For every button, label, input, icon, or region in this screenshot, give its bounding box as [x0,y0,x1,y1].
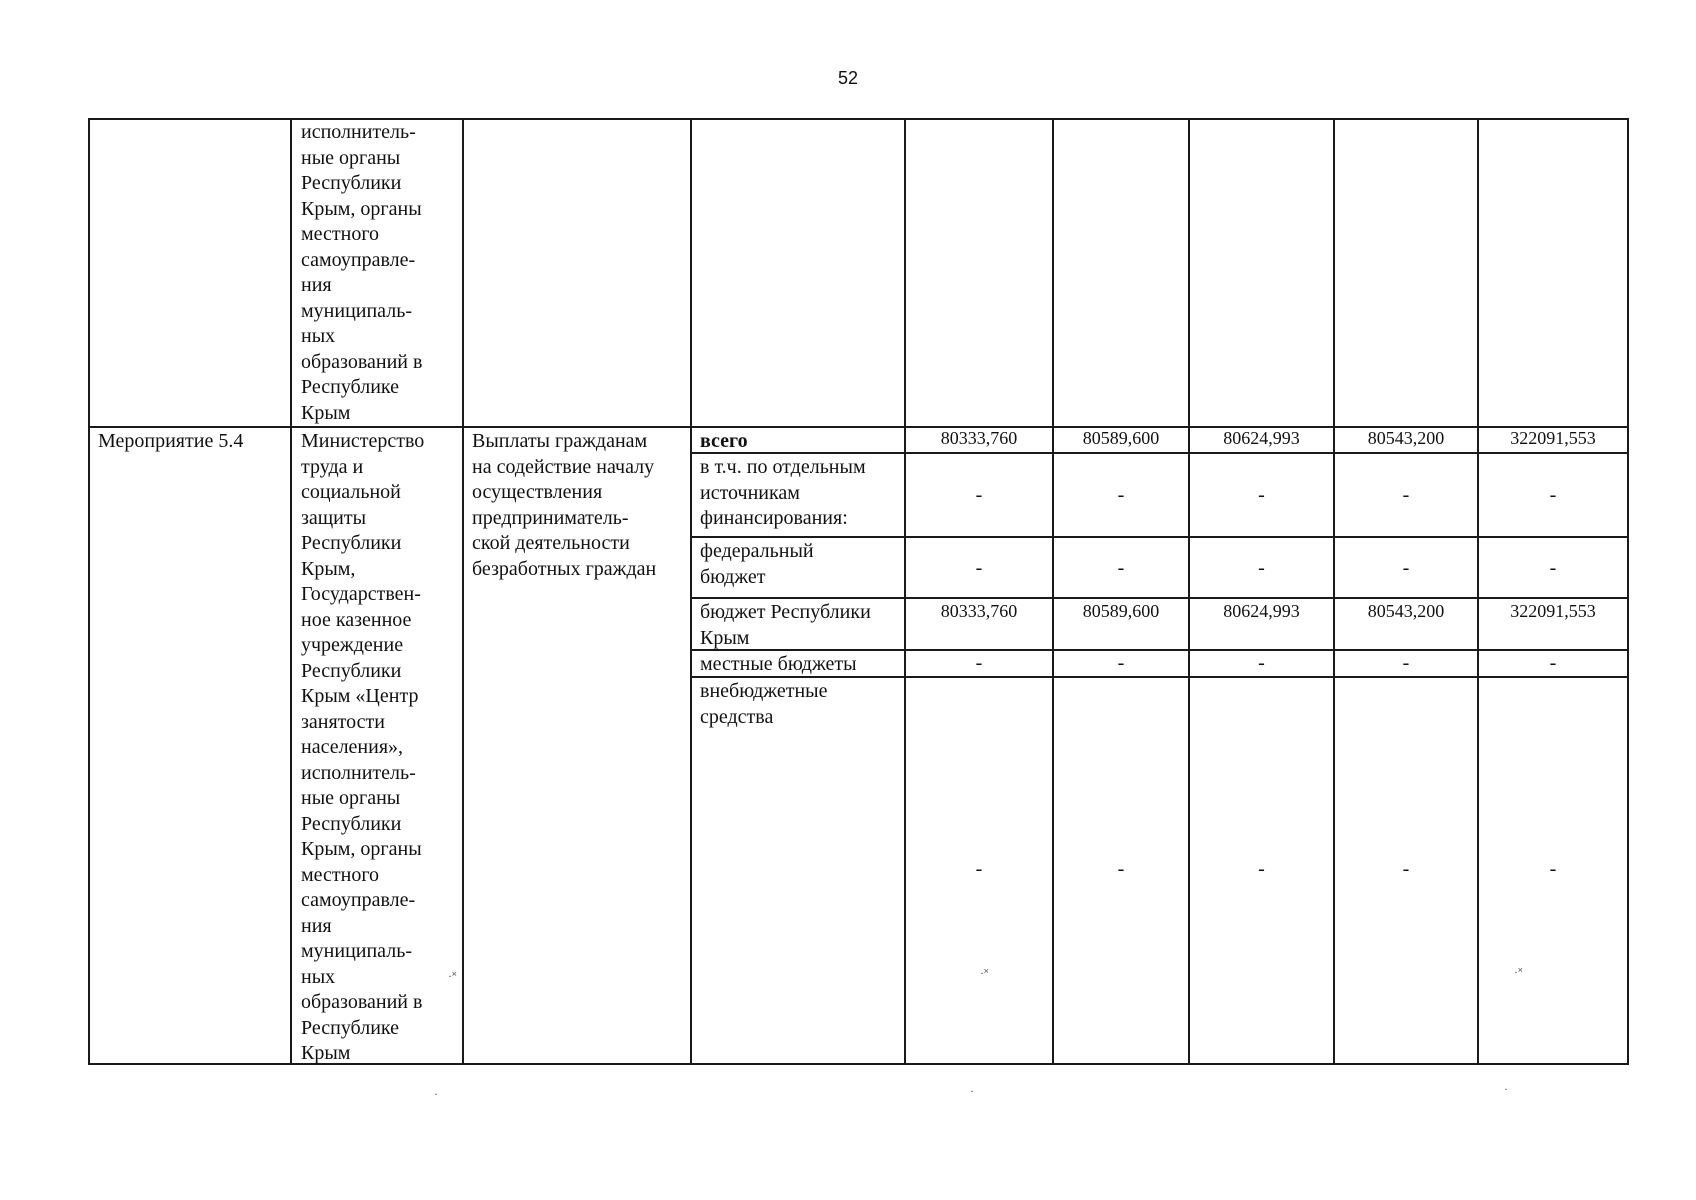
value-cell: - [1402,484,1410,506]
scan-speck: · [434,1087,438,1101]
source-total: всего [700,430,748,452]
prev-executor-cell: исполнитель- ные органы Республики Крым, органы местного самоуправле- ния муниципаль- ных образований в Республике Крым [301,121,423,424]
col-divider [1188,118,1190,1065]
value-cell: 80589,600 [1082,601,1160,621]
value-cell: 80333,760 [940,601,1018,621]
scan-speck: · [1504,1082,1508,1096]
value-cell: - [1549,557,1557,579]
scan-speck: ·˟ [448,969,457,983]
value-cell: 322091,553 [1510,601,1596,621]
value-cell: - [1117,652,1125,674]
value-cell: 80543,200 [1367,428,1445,448]
value-cell: - [1402,652,1410,674]
col-divider [904,118,906,1065]
value-cell: - [1117,484,1125,506]
value-cell: - [1402,557,1410,579]
value-cell: - [1549,858,1557,880]
measure-executor-cell: Министерство труда и социальной защиты Республики Крым, Государствен- ное казенное учреждение Республики Крым «Центр занятости населения», исполнитель- ные органы Республики Крым, органы местного самоуправле- ния муниципаль- ных образований в Республике Крым [301,430,425,1064]
value-cell: - [1258,557,1265,579]
scan-speck: ·˟ [1514,965,1523,979]
value-cell: 80589,600 [1082,428,1160,448]
measure-description-cell: Выплаты гражданам на содействие началу осуществления предприниматель- ской деятельности безработных граждан [472,430,657,580]
source-breakdown: в т.ч. по отдельным источникам финансирования: [700,456,866,529]
value-cell: - [1402,858,1410,880]
value-cell: - [1549,652,1557,674]
row-divider [690,536,1629,538]
col-divider [1333,118,1335,1065]
source-local: местные бюджеты [700,653,857,675]
source-extrabudget: внебюджетные средства [700,680,828,728]
source-federal: федеральный бюджет [700,540,814,588]
page-number: 52 [837,68,859,88]
table-border-left [88,118,90,1065]
col-divider [462,118,464,1065]
value-cell: - [975,858,983,880]
value-cell: 80543,200 [1367,601,1445,621]
value-cell: - [975,557,983,579]
scan-speck: · [970,1084,974,1098]
col-divider [1477,118,1479,1065]
col-divider [290,118,292,1065]
value-cell: 80333,760 [940,428,1018,448]
value-cell: - [1117,557,1125,579]
value-cell: - [1258,858,1265,880]
col-divider [1052,118,1054,1065]
row-divider [690,597,1629,599]
measure-name-cell: Мероприятие 5.4 [98,430,244,452]
value-cell: - [1258,652,1265,674]
source-republic: бюджет Республики Крым [700,601,871,649]
value-cell: - [975,652,983,674]
table-border-right [1627,118,1629,1065]
value-cell: 80624,993 [1223,601,1300,621]
value-cell: - [975,484,983,506]
value-cell: - [1117,858,1125,880]
value-cell: 80624,993 [1223,428,1300,448]
value-cell: - [1258,484,1265,506]
value-cell: - [1549,484,1557,506]
col-divider [690,118,692,1065]
scan-speck: ·˟ [980,966,989,980]
value-cell: 322091,553 [1510,428,1596,448]
